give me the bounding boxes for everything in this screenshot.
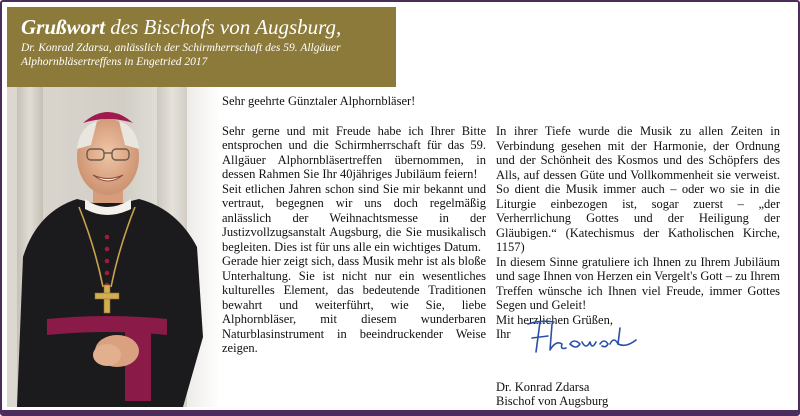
handwritten-signature	[522, 314, 642, 358]
signer-title: Bischof von Augsburg	[496, 394, 609, 408]
title-banner	[7, 7, 396, 87]
letter-column-left	[222, 94, 486, 356]
bottom-border	[2, 410, 798, 414]
paragraph: In ihrer Tiefe wurde die Musik zu allen Zeiten in Verbindung gesehen mit der Harmonie, der Ordnung und der Schönheit des Kosmos und des Schöpfers des Alls, auf dessen Güte und Vollkommenheit sie verweist. So dient die Musik immer auch – oder wo sie in die Liturgie einbezogen ist, sogar zuerst – „der Verherrlichung Gottes und der Heiligung der Gläubigen.“ (Katechismus der Katholischen Kirche, 1157)	[496, 124, 780, 254]
bishop-portrait	[7, 87, 220, 407]
paragraph: In diesem Sinne gratuliere ich Ihnen zu Ihrem Jubiläum und sage Ihnen von Herzen ein Vergelt's Gott – zu Ihrem Treffen wünsche ich Ihnen viel Freude, immer Gottes Segen und Geleit!	[496, 254, 780, 312]
letter-column-right	[496, 124, 780, 409]
paragraph: Gerade hier zeigt sich, dass Musik mehr ist als bloße Unterhaltung. Sie ist nicht nur ein wesentliches kulturelles Element, das bedeutende Traditionen bewahrt und weiterführt, wie Sie, liebe Alphornbläser, mit diesem wunderbaren Naturblasinstrument in beeindruckender Weise zeigen.	[222, 254, 486, 355]
salutation: Sehr geehrte Günztaler Alphornbläser!	[222, 94, 416, 108]
paragraph: Seit etlichen Jahren schon sind Sie mir bekannt und vertraut, begegnen wir uns doch regelmäßig anlässlich der Weihnachtsmesse in der Justizvollzugsanstalt Augsburg, die Sie musikalisch begleiten. Dies ist für uns alle ein wichtiges Datum.	[222, 181, 486, 254]
bishop-portrait-illustration	[7, 87, 220, 407]
page-subtitle: Dr. Konrad Zdarsa, anlässlich der Schirmherrschaft des 59. Allgäuer Alphornbläsertreffens in Engetried 2017	[21, 42, 341, 68]
title-rest: des Bischofs von Augsburg,	[105, 15, 342, 39]
title-strong: Grußwort	[21, 15, 106, 39]
closing-greeting: Mit herzlichen Grüßen,	[496, 312, 613, 327]
page-title	[21, 15, 386, 39]
signer-name: Dr. Konrad Zdarsa	[496, 379, 590, 394]
paragraph: Sehr gerne und mit Freude habe ich Ihrer Bitte entsprochen und die Schirmherrschaft für das 59. Allgäuer Alphornbläsertreffen übernommen, in dessen Rahmen Sie Ihr 40jähriges Jubiläum feiern!	[222, 123, 486, 181]
closing-ihr: Ihr	[496, 327, 511, 341]
signature-block	[496, 380, 780, 409]
